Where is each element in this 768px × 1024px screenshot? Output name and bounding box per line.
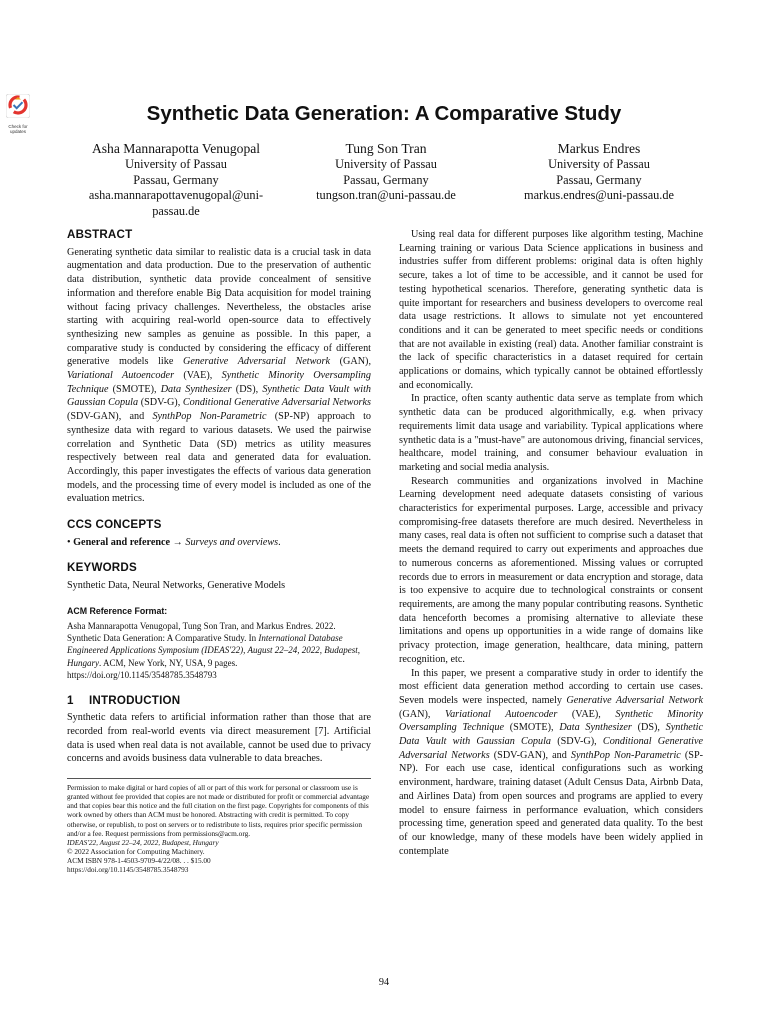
author-affiliation: University of Passau (548, 157, 650, 171)
permission-notice: Permission to make digital or hard copies of all or part of this work for personal or classroom use is granted without fee provided that copies are not made or distributed for profit or commercial advantage and that copies bear this notice and the full citation on the first page. Copyrights for components of this work owned by others than ACM must be honored. Abstracting with credit is permitted. To copy otherwise, or republish, to post on servers or to redistribute to lists, requires prior specific permission and/or a fee. Request permissions from permissions@acm.org. IDEAS'22, August 22–24, 2022, Budapest, Hungary © 2022 Association for Computing Machinery. ACM ISBN 978-1-4503-9709-4/22/08. . . $15.00 https://doi.org/10.1145/3548785.3548793 (67, 783, 370, 874)
introduction-text: Synthetic data refers to artificial information rather than those that are recorded from real-world events via direct measurement [7]. Artificial data is used when real data is not available, cannot be used due to privacy concerns and avoids business data vulnerable to data breaches. (67, 712, 371, 765)
body-paragraph: Using real data for different purposes like algorithm testing, Machine Learning training or various Data Science applications in business and industries suffer from different problems: original data is often highly secure, takes a lot of time to be accessible, and it cannot be used for testing hypothetical scenarios. Therefore, generating synthetic data is quite important for researchers and business developers to overcome real data usage restrictions. It allows to simulate not yet encountered conditions and it can be generated to meet specific needs or conditions that are not available in existing (real) data. Another familiar constraint is the lack of specific characteristics in a dataset required for certain applications or domains, which typically cannot be obtained effortlessly and economically. (399, 229, 703, 391)
author-block (66, 140, 706, 222)
reference-format: Asha Mannarapotta Venugopal, Tung Son Tran, and Markus Endres. 2022. Synthetic Data Generation: A Comparative Study. In International Database Engineered Applications Symposium (IDEAS'22), August 22–24, 2022, Budapest, Hungary. ACM, New York, NY, USA, 9 pages. https://doi.org/10.1145/3548785.3548793 (67, 620, 360, 681)
ccs-concepts-heading: CCS CONCEPTS (67, 518, 162, 532)
page-number: 94 (378, 977, 390, 988)
doi-link[interactable]: . ACM, New York, NY, USA, 9 pages. https://doi.org/10.1145/3548785.3548793 (67, 657, 238, 681)
body-paragraph: In practice, often scanty authentic data serve as template from which synthetic data can be produced algorithmically, e.g. when privacy requirements limit data usage and variability. Typical applications where synthetic data is a "must-have" are autonomous driving, financial services, healthcare, model training, and consumer behaviour evaluation in marketing and social media analysis. (399, 393, 703, 473)
left-column (67, 228, 371, 874)
author-email[interactable]: markus.endres@uni-passau.de (524, 188, 674, 202)
right-column (399, 228, 703, 858)
author-location: Passau, Germany (133, 172, 219, 187)
author-2 (288, 140, 484, 204)
body-paragraph: In this paper, we present a comparative study in order to identify the most efficient data generation method according to certain use cases. Seven models were inspected, namely Generative Adversarial Network (GAN), Variational Autoencoder (VAE), Synthetic Minority Oversampling Technique (SMOTE), Data Synthesizer (DS), Synthetic Data Vault with Gaussian Copula (SDV-G), Conditional Generative Adversarial Networks (SDV-GAN), and SynthPop Non-Parametric (SP-NP). For each use case, identical configurations such as working environment, hardware, training dataset (Adult Census Data, Airbnb Data, and Airlines Data) from open sources and programs are applied to every model to ensure fairness in performance evaluation, which considers processing time, generation speed and generated data quality. To the best of our knowledge, many of these models have been widely applied in contemplate (399, 667, 704, 857)
abstract-heading: ABSTRACT (67, 228, 133, 241)
author-location: Passau, Germany (556, 172, 642, 187)
abstract-body: Generating synthetic data similar to realistic data is a crucial task in data augmentation and data production. Due to the preservation of authentic data distribution, synthetic data provide concealment of sensitive information and therefore enable Big Data acquisition for model training without facing privacy challenges. Nevertheless, the obstacles arise starting with acquiring real-world open-source data to effectively synthesizing new samples as genuine as possible. In this paper, a comparative study is conducted by considering the efficacy of different generative models like Generative Adversarial Network (GAN), Variational Autoencoder (VAE), Synthetic Minority Oversampling Technique (SMOTE), Data Synthesizer (DS), Synthetic Data Vault with Gaussian Copula (SDV-G), Conditional Generative Adversarial Networks (SDV-GAN), and SynthPop Non-Parametric (SP-NP) approach to synthesize data with regard to various datasets. We used the pairwise correlation and Synthetic Data (SD) metrics as utility measures respectively between real data and generated data for evaluation. Accordingly, this paper investigates the effects of various data generation models, and the processing time of every model is included as one of the evaluation metrics. (67, 246, 372, 505)
keywords-text: Synthetic Data, Neural Networks, Generative Models (67, 580, 286, 592)
paper-title: Synthetic Data Generation: A Comparative Study (146, 102, 622, 125)
reference-format-heading: ACM Reference Format: (67, 605, 168, 616)
footnote-divider (67, 778, 371, 779)
author-affiliation: University of Passau (125, 157, 227, 171)
keywords-heading: KEYWORDS (67, 561, 137, 575)
author-email-continued[interactable]: passau.de (152, 203, 200, 218)
check-for-updates-label: Check for updates (8, 124, 28, 134)
author-email[interactable]: asha.mannarapottavenugopal@uni- (88, 188, 264, 202)
permission-doi-link[interactable]: https://doi.org/10.1145/3548785.3548793 (67, 864, 189, 874)
author-name: Tung Son Tran (345, 141, 427, 156)
body-paragraph: Research communities and organizations involved in Machine Learning development need adequate datasets consisting of various characteristics for experimental purposes. Large, accessible and privacy compromising-free datasets therefore are much desired. Nevertheless in many cases, real data is often not sufficient to comprise such a dataset that meets the demand required to carry out experiments and approaches due to numerous concerns as aforementioned. Missing values or corrupted records due to errors in measurement or data encryption and storage, data is too expensive to acquire due to technological constraints or consent requirements, are among the many popular contributing reasons. Synthetic data henceforth becomes a promising alternative to alleviate these limitations and opens up opportunities in a wide range of domains like privacy protection, image generation, healthcare, data mining, pattern recognition, etc. (399, 475, 703, 665)
introduction-heading: 1 INTRODUCTION (67, 693, 181, 707)
author-name: Markus Endres (557, 141, 641, 156)
author-email[interactable]: tungson.tran@uni-passau.de (316, 188, 456, 202)
author-3 (492, 140, 706, 204)
author-name: Asha Mannarapotta Venugopal (91, 141, 261, 156)
ccs-concepts-text: • General and reference → Surveys and overviews. (67, 536, 281, 548)
author-1 (66, 140, 286, 219)
author-location: Passau, Germany (343, 172, 429, 187)
author-affiliation: University of Passau (335, 157, 437, 171)
